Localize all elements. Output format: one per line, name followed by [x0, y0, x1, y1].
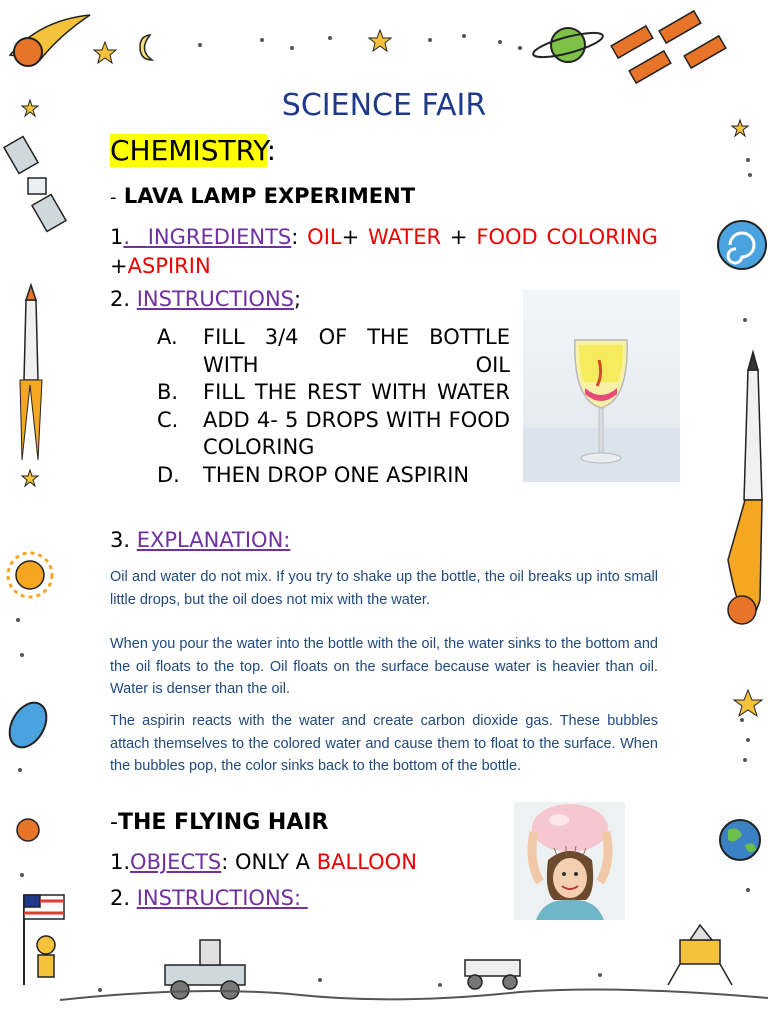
instructions-heading: 2. INSTRUCTIONS;: [110, 287, 302, 311]
experiment-title-flying-hair: -THE FLYING HAIR: [110, 810, 329, 835]
galaxy-icon: [2, 696, 54, 754]
step-item: A. FILL 3/4 OF THE BOTTLE WITH OIL: [157, 325, 510, 377]
ingredients-label: INGREDIENTS: [147, 225, 292, 249]
instructions-heading-2: 2. INSTRUCTIONS:: [110, 886, 308, 910]
sun-icon: [8, 553, 52, 597]
earth-icon: [720, 820, 760, 860]
comet-icon: [10, 15, 90, 66]
section-heading-chemistry: CHEMISTRY:: [110, 134, 277, 167]
explanation-paragraph: Oil and water do not mix. If you try to shake up the bottle, the oil breaks up into small little drops, but the oil does not mix with the water.: [110, 569, 658, 608]
lunar-lander-icon: [668, 925, 732, 985]
rocket-icon: [20, 285, 42, 460]
explanation-paragraph: When you pour the water into the bottle with the oil, the water sinks to the bottom and the oil floats to the top. Oil floats on the surface because water is heavier than oil. Water is denser than the oil.: [110, 636, 658, 697]
objects-line: 1.OBJECTS: ONLY A BALLOON: [110, 850, 417, 874]
instruction-steps: [157, 324, 510, 489]
galaxy-icon: [718, 221, 766, 269]
experiment-title-lava-lamp: - LAVA LAMP EXPERIMENT: [110, 184, 416, 208]
space-station-icon: [611, 11, 726, 83]
rocket-icon: [728, 352, 762, 624]
chemistry-label: CHEMISTRY: [110, 134, 267, 167]
saturn-icon: [531, 28, 605, 62]
step-item: D. THEN DROP ONE ASPIRIN: [157, 462, 470, 487]
planet-icon: [17, 819, 39, 841]
step-item: C. ADD 4- 5 DROPS WITH FOOD COLORING: [157, 407, 510, 459]
astronaut-flag-icon: [24, 895, 64, 985]
star-dots: [16, 34, 752, 992]
girl-balloon-photo: [514, 802, 625, 920]
step-item: B. FILL THE REST WITH WATER: [157, 380, 510, 404]
satellite-icon: [4, 137, 66, 232]
lunar-rover-icon: [465, 960, 520, 989]
moon-surface: [60, 990, 768, 1000]
explanation-paragraph: The aspirin reacts with the water and create carbon dioxide gas. These bubbles attach themselves to the colored water and cause them to float to the surface. When the bubbles pop, the color sinks back to the bottom of the bottle.: [110, 713, 658, 774]
lava-lamp-glass-photo: [523, 290, 680, 482]
page-title: SCIENCE FAIR: [281, 88, 487, 123]
moon-icon: [140, 35, 152, 60]
ingredients-line: 1. INGREDIENTS: OIL+ WATER + FOOD COLORING +ASPIRIN: [110, 225, 658, 278]
explanation-heading: 3. EXPLANATION:: [110, 528, 291, 552]
